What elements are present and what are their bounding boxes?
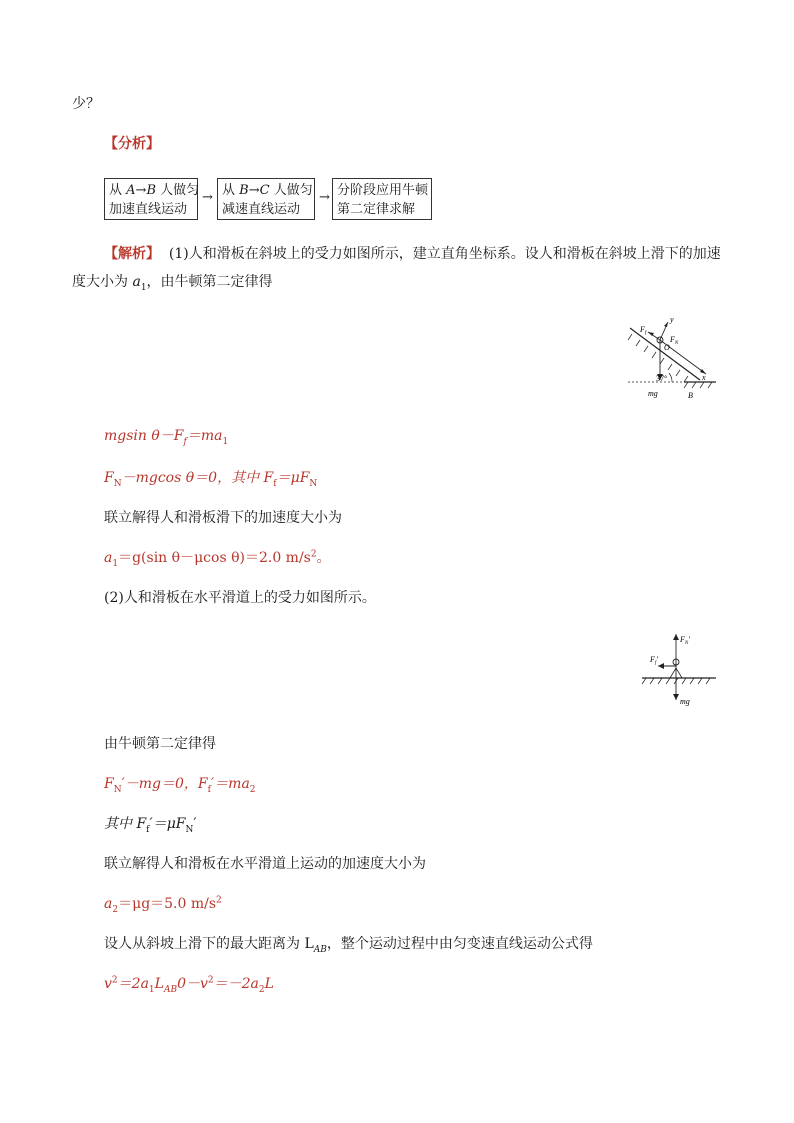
eq-horizontal: $F_N'-mg=0$，$F_f'=ma_2$: [104, 776, 256, 795]
flow-step-2: 从 B→C 人做匀 减速直线运动: [217, 178, 315, 220]
svg-text:y: y: [670, 315, 674, 324]
text-distance: 设人从斜坡上滑下的最大距离为 $L_{AB}$，整个运动过程中由匀变速直线运动公式得: [104, 936, 593, 955]
horizontal-force-diagram: [640, 630, 720, 708]
text-solve-1: 联立解得人和滑板滑下的加速度大小为: [104, 510, 342, 526]
svg-text:37°: 37°: [656, 374, 668, 383]
eq-normal-force: $F_N-mgcos$ θ＝0，其中 $F_f=\mu F_N$: [104, 470, 318, 489]
eq-a1-result: $a_1=g(\sin$ θ－μcos θ)＝2.0 $m/s^2$。: [104, 549, 331, 569]
eq-a2-result: $a_2=\mu g=5.0$ $m/s^2$: [104, 895, 222, 915]
svg-text:B: B: [688, 391, 693, 400]
svg-text:mg: mg: [680, 697, 690, 706]
svg-text:Ff: $F_f$: [640, 325, 647, 336]
solution-para-2: (2)人和滑板在水平滑道上的受力如图所示。: [104, 590, 376, 606]
flow-arrow-2: →: [319, 190, 330, 205]
solution-para-1: 【解析】 (1)人和滑板在斜坡上的受力如图所示，建立直角坐标系。设人和滑板在斜坡上滑下的加速: [104, 246, 721, 262]
flow-step-1: 从 A→B 人做匀 加速直线运动: [104, 178, 198, 220]
flow-step-3: 分阶段应用牛顿 第二定律求解: [332, 178, 432, 220]
svg-text:Ff′: $F_f'$: [650, 655, 659, 666]
flow-arrow-1: →: [202, 190, 213, 205]
svg-text:x: x: [702, 373, 706, 382]
text-solve-2: 联立解得人和滑板在水平滑道上运动的加速度大小为: [104, 856, 426, 872]
text-newton-2: 由牛顿第二定律得: [104, 736, 216, 752]
solution-para-1b: 度大小为 $a_1$，由牛顿第二定律得: [72, 274, 273, 293]
svg-text:O: O: [664, 343, 670, 352]
eq-kinematics: $v^2=2a_1L_{AB}0-v^2=-2a_2L$: [104, 975, 274, 995]
eq-friction-2: 其中 $F_f'=\mu F_N'$: [104, 816, 197, 835]
svg-text:mg: mg: [648, 389, 658, 398]
intro-tail: 少？: [72, 96, 100, 112]
analysis-label: 【分析】: [104, 136, 160, 152]
eq-newton-incline: mgsin $\theta-F_f=ma_1$: [104, 428, 229, 447]
svg-text:FN′: $F_N'$: [680, 635, 690, 646]
svg-text:FN: $F_N$: [670, 335, 679, 346]
incline-force-diagram: [620, 312, 730, 404]
